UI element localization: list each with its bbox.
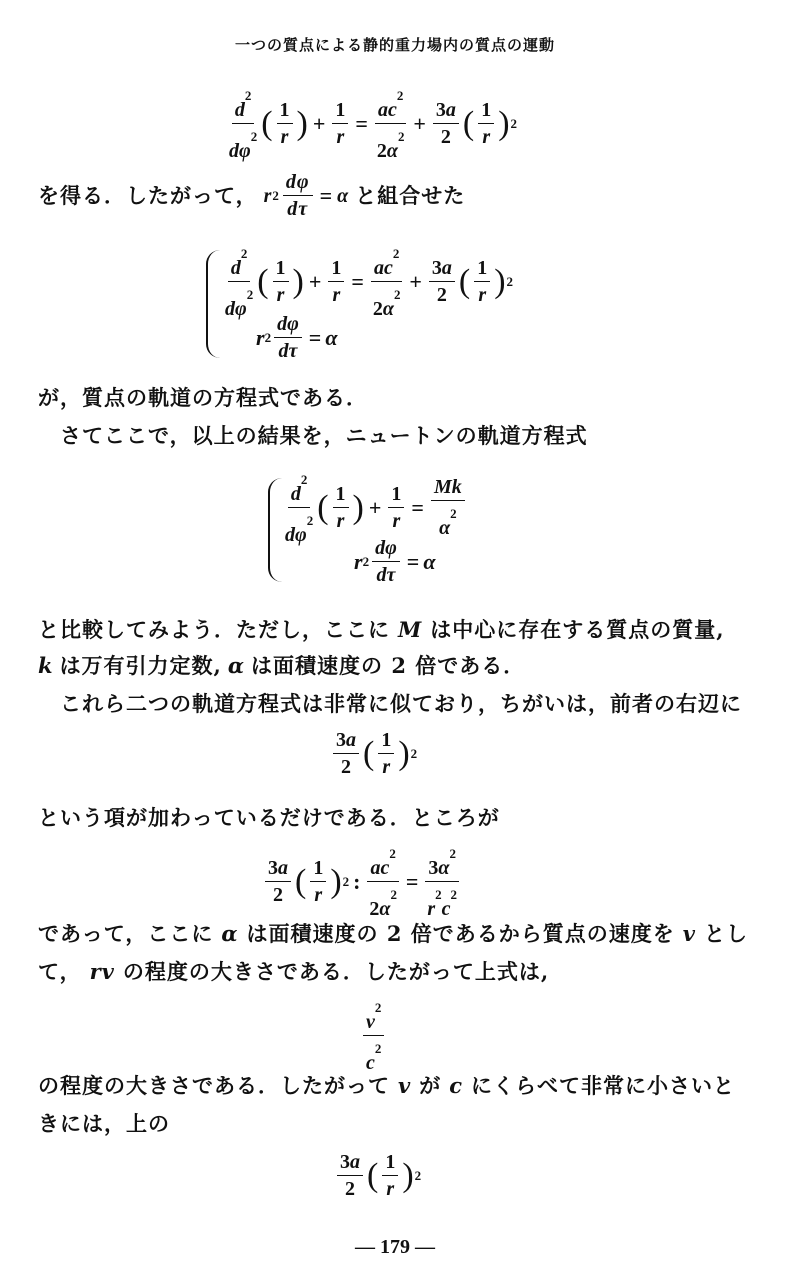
paragraph-3: さてここで，以上の結果を，ニュートンの軌道方程式 — [60, 423, 588, 448]
symbol-alpha: α — [221, 921, 239, 946]
paragraph-1 — [38, 170, 758, 221]
left-brace — [206, 250, 222, 358]
paragraph-6: これら二つの軌道方程式は非常に似ており，ちがいは，前者の右辺に — [60, 691, 742, 716]
paragraph-10 — [38, 1068, 758, 1104]
system-eq-1-line-1: $\frac{d^2}{d\varphi^2}$ ( $\frac{1}{r}$ ) + $\frac{1}{r}$ = $\frac{ac^2}{2\alpha^2}$ + $\frac{3a}{2}$ ( $\frac{1}{r}$ ) 2 — [222, 242, 513, 321]
system-eq-1-line-2: r 2 $\frac{d\varphi}{d\tau}$ = α — [256, 313, 338, 362]
symbol-v: v — [682, 921, 696, 946]
equation-v2-c2: $\frac{v^2}{c^2}$ — [360, 996, 387, 1075]
paragraph-2: が，質点の軌道の方程式である． — [38, 385, 368, 410]
equation-1: $\frac{d^2}{d\varphi^2}$ ( $\frac{1}{r}$ ) + $\frac{1}{r}$ = $\frac{ac^2}{2\alpha^2}$ + $\frac{3a}{2}$ ( $\frac{1}{r}$ ) 2 — [226, 84, 517, 163]
inline-equation: r 2 $\frac{d\varphi}{d\tau}$ = α — [263, 171, 350, 220]
text-segment: と組合せた — [355, 182, 466, 208]
system-eq-2-line-1: $\frac{d^2}{d\varphi^2}$ ( $\frac{1}{r}$ ) + $\frac{1}{r}$ = $\frac{Mk}{\alpha^2}$ — [282, 468, 468, 547]
text-segment: の程度の大きさである．したがって上式は, — [122, 959, 550, 984]
paragraph-8 — [38, 916, 758, 952]
running-header: 一つの質点による静的重力場内の質点の運動 — [234, 36, 555, 54]
symbol-rv: rv — [89, 959, 115, 984]
equation-ratio: $\frac{3a}{2}$ ( $\frac{1}{r}$ ) 2 : $\frac{ac^2}{2\alpha^2}$ = $\frac{3\alpha^2}{r^2c^2}$ — [262, 842, 462, 921]
paragraph-5 — [38, 648, 758, 684]
text-segment: と比較してみよう．ただし，ここに — [38, 617, 390, 642]
equation-term-2: $\frac{3a}{2}$ ( $\frac{1}{r}$ ) 2 — [334, 1150, 421, 1201]
symbol-c: c — [449, 1073, 463, 1098]
text-segment: は万有引力定数, — [59, 653, 222, 678]
text-segment: は面積速度の 2 倍である． — [251, 653, 526, 678]
symbol-k: k — [38, 653, 54, 678]
paragraph-7: という項が加わっているだけである．ところが — [38, 805, 500, 830]
text-segment: とし — [703, 921, 748, 946]
equation-term-1: $\frac{3a}{2}$ ( $\frac{1}{r}$ ) 2 — [330, 728, 417, 779]
text-segment: は面積速度の 2 倍であるから質点の速度を — [246, 921, 675, 946]
text-segment: が — [419, 1073, 442, 1098]
text-segment: の程度の大きさである．したがって — [38, 1073, 390, 1098]
symbol-alpha: α — [227, 653, 246, 678]
system-eq-2-line-2: r 2 $\frac{d\varphi}{d\tau}$ = α — [354, 537, 436, 586]
symbol-M: M — [398, 617, 423, 642]
text-segment: にくらべて非常に小さいと — [471, 1073, 735, 1098]
text-segment: て， — [38, 959, 82, 984]
text-segment: は中心に存在する質点の質量, — [430, 617, 725, 642]
symbol-v: v — [398, 1073, 412, 1098]
text-segment: であって，ここに — [38, 921, 214, 946]
page-number: — 179 — — [355, 1236, 435, 1258]
paragraph-4 — [38, 612, 758, 648]
text-segment: を得る．したがって， — [38, 182, 258, 208]
paragraph-9 — [38, 954, 758, 990]
paragraph-11: きには，上の — [38, 1111, 170, 1136]
